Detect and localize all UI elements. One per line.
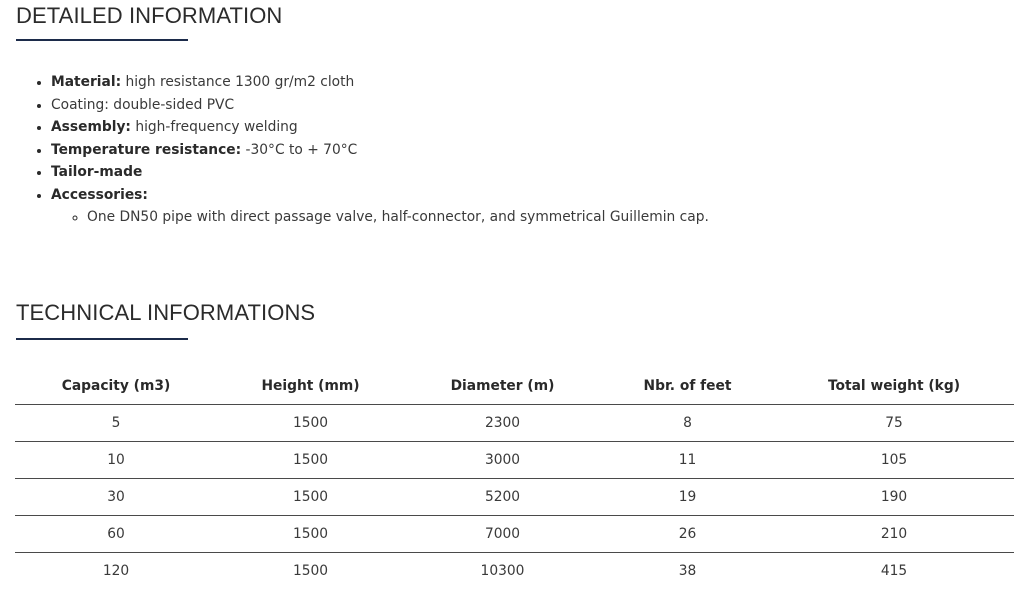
list-item-coating [51,94,709,117]
column-header-diameter: Diameter (m) [404,367,601,405]
table-cell: 10300 [480,563,525,579]
table-cell: 2300 [404,405,601,442]
table-cell: 19 [601,479,774,516]
accessories-sublist [51,206,709,229]
table-row [15,516,1014,553]
column-header-capacity: Capacity (m3) [15,367,217,405]
table-cell: 105 [774,442,1014,479]
technical-table [15,367,1014,589]
table-row [15,405,1014,442]
table-row [15,479,1014,516]
item-label: Temperature resistance: [51,141,242,158]
table-header-row [15,367,1014,405]
table-cell: 1500 [217,405,404,442]
item-text: Coating: double-sided PVC [51,96,235,113]
item-label: Tailor-made [51,164,143,180]
table-cell: 190 [774,479,1014,516]
table-row [15,442,1014,479]
table-cell: 60 [15,516,217,553]
table-cell: 5200 [404,479,601,516]
item-label: Assembly: [51,119,131,135]
table-cell: 75 [774,405,1014,442]
table-cell: 30 [15,479,217,516]
detailed-information-title: DETAILED INFORMATION [16,3,283,28]
table-cell: 5 [15,405,217,442]
technical-informations-title: TECHNICAL INFORMATIONS [16,300,316,325]
table-cell: 10 [15,442,217,479]
table-cell: 1500 [217,479,404,516]
table-cell: 210 [774,516,1014,553]
table-cell: 7000 [404,516,601,553]
table-cell: 3000 [404,442,601,479]
list-item-material [51,71,709,94]
list-item-tailor-made [51,161,709,184]
column-header-feet: Nbr. of feet [601,367,774,405]
table-cell: 8 [601,405,774,442]
table-cell: 1500 [217,442,404,479]
table-cell: 11 [601,442,774,479]
table-cell: 1500 [217,516,404,553]
title-underline [16,39,188,41]
table-cell: 1500 [292,563,329,579]
list-item-accessories [51,184,709,229]
column-header-height: Height (mm) [217,367,404,405]
accessory-item: ◦ One DN50 pipe with direct passage valve, half-connector, and symmetrical Guillemin cap. [87,206,709,229]
item-text: high-frequency welding [130,119,298,135]
item-label: Material: [51,74,122,90]
item-text: high resistance 1300 gr/m2 cloth [121,74,355,90]
column-header-weight: Total weight (kg) [774,367,1014,405]
table-cell: 26 [601,516,774,553]
title-underline [16,338,188,340]
list-item-temperature [51,139,709,162]
item-label: Accessories: [51,186,148,203]
detailed-information-list [30,71,709,229]
table-cell: 38 [678,563,697,579]
table-cell: 120 [102,563,130,579]
table-cell: 415 [880,563,908,579]
item-text: -30°C to + 70°C [241,141,358,158]
table-row [15,553,1014,590]
list-item-assembly [51,116,709,139]
